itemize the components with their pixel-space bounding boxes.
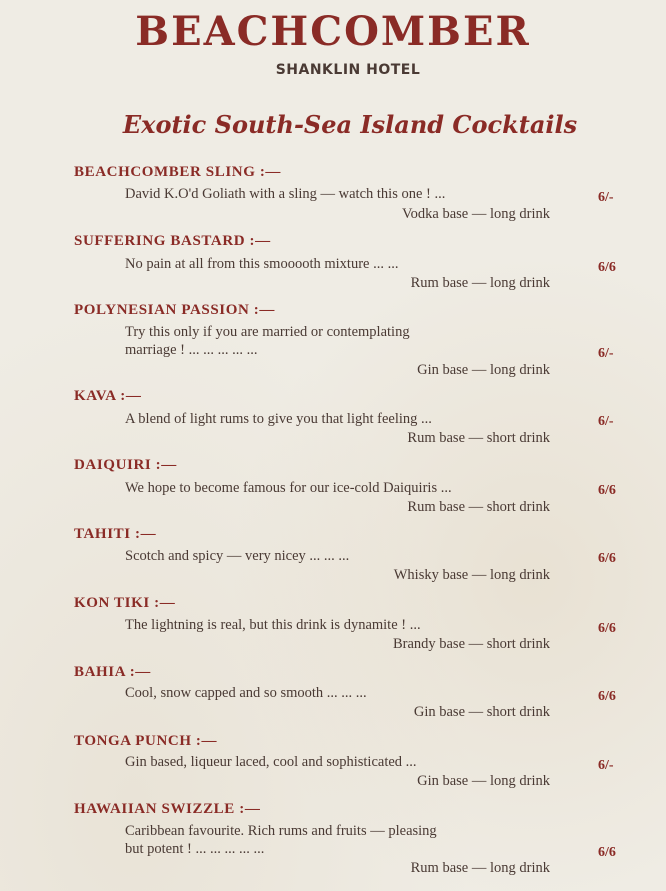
cocktail-price: 6/-	[598, 758, 614, 773]
cocktail-description-continued: but potent ! ... ... ... ... ...	[125, 841, 265, 857]
cocktail-base: Gin base — short drink	[413, 704, 550, 720]
cocktail-price: 6/6	[598, 689, 616, 704]
cocktail-price: 6/6	[598, 483, 616, 498]
cocktail-base: Gin base — long drink	[417, 773, 550, 789]
hotel-name: SHANKLIN HOTEL	[275, 62, 421, 78]
cocktail-base: Whisky base — long drink	[393, 567, 550, 583]
cocktail-name: POLYNESIAN PASSION :—	[74, 302, 275, 318]
cocktail-base: Rum base — short drink	[407, 430, 550, 446]
cocktail-name: BAHIA :—	[74, 664, 151, 680]
cocktail-name: SUFFERING BASTARD :—	[74, 233, 271, 249]
cocktail-price: 6/6	[598, 260, 616, 275]
cocktail-description: The lightning is real, but this drink is dynamite ! ...	[125, 617, 421, 633]
cocktail-name: BEACHCOMBER SLING :—	[74, 164, 282, 180]
cocktail-description: Caribbean favourite. Rich rums and fruits — pleasing	[125, 823, 437, 839]
cocktail-description: A blend of light rums to give you that light feeling ...	[125, 411, 432, 427]
cocktail-base: Rum base — long drink	[410, 860, 550, 876]
cocktail-description: David K.O'd Goliath with a sling — watch this one ! ...	[125, 186, 446, 202]
cocktail-price: 6/-	[598, 414, 614, 429]
cocktail-name: TAHITI :—	[74, 526, 157, 542]
cocktail-price: 6/6	[598, 621, 616, 636]
cocktail-description: Try this only if you are married or contemplating	[125, 324, 410, 340]
cocktail-name: DAIQUIRI :—	[74, 457, 177, 473]
cocktail-base: Rum base — long drink	[410, 275, 550, 291]
cocktail-description: No pain at all from this smooooth mixture ... ...	[125, 256, 399, 272]
cocktail-name: KAVA :—	[74, 388, 142, 404]
cocktail-base: Vodka base — long drink	[402, 206, 550, 222]
cocktail-name: HAWAIIAN SWIZZLE :—	[74, 801, 261, 817]
cocktail-description: Gin based, liqueur laced, cool and sophisticated ...	[125, 754, 417, 770]
menu-title: BEACHCOMBER	[135, 8, 531, 55]
cocktail-base: Brandy base — short drink	[392, 636, 550, 652]
cocktail-description: We hope to become famous for our ice-cold Daiquiris ...	[125, 480, 452, 496]
cocktail-price: 6/-	[598, 346, 614, 361]
menu-heading: Exotic South-Sea Island Cocktails	[122, 110, 578, 139]
cocktail-description: Cool, snow capped and so smooth ... ... ...	[125, 685, 367, 701]
cocktail-description-continued: marriage ! ... ... ... ... ...	[125, 342, 258, 358]
cocktail-price: 6/6	[598, 845, 616, 860]
cocktail-name: TONGA PUNCH :—	[74, 733, 218, 749]
cocktail-description: Scotch and spicy — very nicey ... ... ...	[125, 548, 350, 564]
cocktail-base: Rum base — short drink	[407, 499, 550, 515]
cocktail-name: KON TIKI :—	[74, 595, 176, 611]
cocktail-base: Gin base — long drink	[417, 362, 550, 378]
cocktail-price: 6/6	[598, 551, 616, 566]
cocktail-price: 6/-	[598, 190, 614, 205]
